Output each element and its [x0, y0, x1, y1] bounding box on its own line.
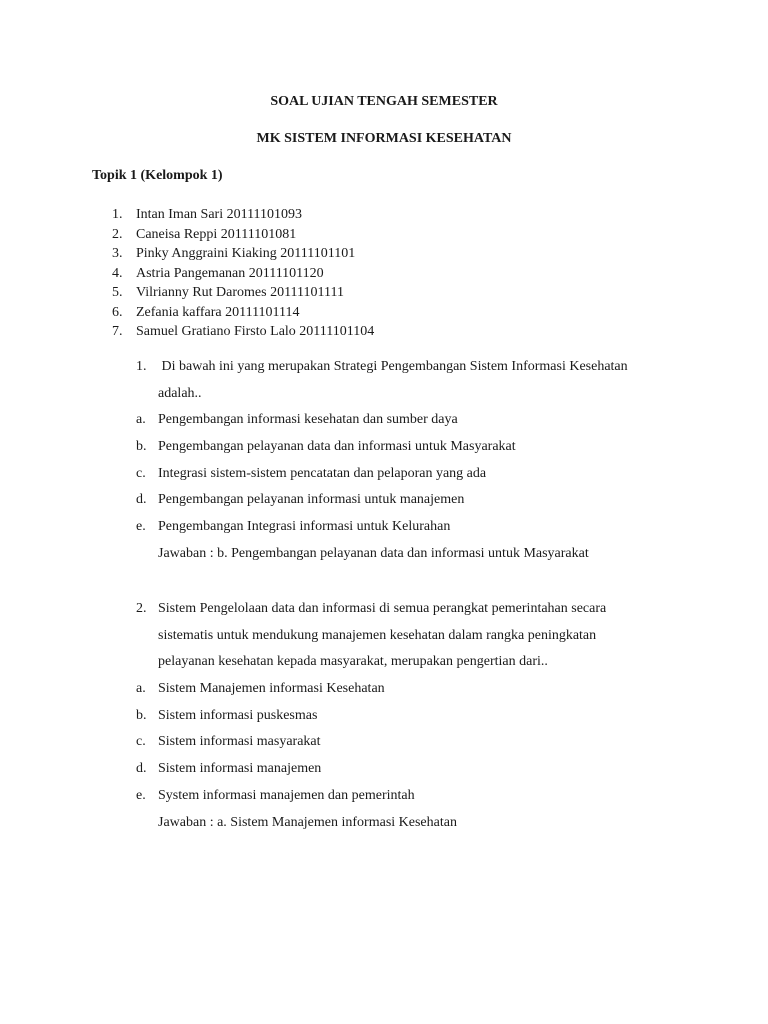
topic-heading: Topik 1 (Kelompok 1) — [92, 168, 223, 183]
option-text: Sistem informasi puskesmas — [158, 707, 318, 723]
option-label: a. — [136, 681, 146, 697]
question-stem-line: adalah.. — [158, 385, 202, 401]
option-d — [136, 756, 676, 783]
member-number: 2. — [112, 226, 123, 242]
option-label: e. — [136, 519, 146, 535]
option-c — [136, 461, 676, 488]
option-text: System informasi manajemen dan pemerintah — [158, 787, 415, 803]
question-stem-line — [136, 596, 676, 623]
option-label: c. — [136, 465, 146, 481]
option-label: a. — [136, 412, 146, 428]
member-name: Samuel Gratiano Firsto Lalo 20111101104 — [136, 324, 375, 339]
member-name: Zefania kaffara 20111101114 — [136, 304, 300, 320]
option-text: Pengembangan informasi kesehatan dan sumber daya — [158, 412, 458, 428]
option-text: Sistem Manajemen informasi Kesehatan — [158, 681, 385, 697]
member-number: 4. — [112, 265, 123, 281]
member-item — [112, 322, 374, 342]
question-1 — [136, 354, 676, 568]
member-item — [112, 303, 374, 323]
member-number: 6. — [112, 304, 123, 320]
question-stem-line: sistematis untuk mendukung manajemen kesehatan dalam rangka peningkatan — [158, 627, 597, 643]
option-e — [136, 514, 676, 541]
member-item — [112, 283, 374, 303]
member-name: Caneisa Reppi 20111101081 — [136, 226, 297, 242]
question-stem-text: Sistem Pengelolaan data dan informasi di semua perangkat pemerintahan secara — [158, 601, 607, 616]
option-text: Sistem informasi manajemen — [158, 761, 322, 777]
member-item — [112, 205, 374, 225]
option-a — [136, 676, 676, 703]
question-2 — [136, 596, 676, 836]
option-text: Integrasi sistem-sistem pencatatan dan pelaporan yang ada — [158, 465, 487, 481]
option-text: Pengembangan Integrasi informasi untuk Kelurahan — [158, 519, 451, 535]
member-item — [112, 225, 374, 245]
member-item — [112, 244, 374, 264]
question-number: 2. — [136, 601, 147, 616]
option-text: Pengembangan pelayanan data dan informasi untuk Masyarakat — [158, 439, 516, 455]
option-b — [136, 703, 676, 730]
option-a — [136, 407, 676, 434]
option-label: d. — [136, 761, 147, 777]
option-label: b. — [136, 439, 147, 455]
member-number: 3. — [112, 246, 123, 261]
option-text: Pengembangan pelayanan informasi untuk manajemen — [158, 492, 465, 508]
option-label: e. — [136, 787, 146, 803]
member-number: 1. — [112, 207, 123, 222]
option-label: c. — [136, 734, 146, 750]
member-name: Intan Iman Sari 20111101093 — [136, 207, 303, 222]
document-title: SOAL UJIAN TENGAH SEMESTER — [270, 94, 498, 109]
member-list — [112, 205, 374, 342]
question-stem-line — [136, 354, 676, 381]
member-item — [112, 264, 374, 284]
answer-text: Jawaban : b. Pengembangan pelayanan data dan informasi untuk Masyarakat — [158, 545, 589, 561]
option-b — [136, 434, 676, 461]
document-subtitle: MK SISTEM INFORMASI KESEHATAN — [256, 131, 512, 146]
option-text: Sistem informasi masyarakat — [158, 734, 321, 750]
answer-text: Jawaban : a. Sistem Manajemen informasi Kesehatan — [158, 814, 457, 830]
member-number: 7. — [112, 324, 123, 339]
member-name: Astria Pangemanan 20111101120 — [136, 265, 324, 281]
option-label: b. — [136, 707, 147, 723]
member-name: Vilrianny Rut Daromes 20111101111 — [136, 285, 344, 300]
option-d — [136, 487, 676, 514]
question-stem-text: Di bawah ini yang merupakan Strategi Pengembangan Sistem Informasi Kesehatan — [158, 359, 628, 374]
option-c — [136, 729, 676, 756]
option-e — [136, 783, 676, 810]
member-number: 5. — [112, 285, 123, 300]
question-number: 1. — [136, 359, 147, 374]
question-stem-line: pelayanan kesehatan kepada masyarakat, merupakan pengertian dari.. — [158, 654, 548, 670]
option-label: d. — [136, 492, 147, 508]
member-name: Pinky Anggraini Kiaking 20111101101 — [136, 246, 356, 261]
